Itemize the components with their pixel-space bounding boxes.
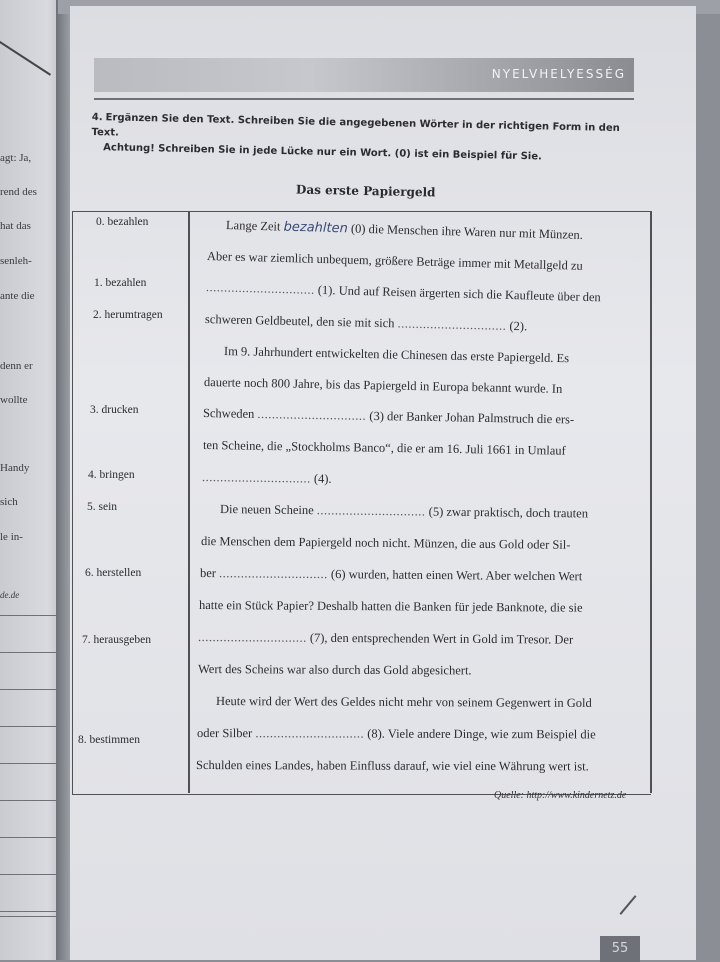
answer-blank[interactable]: .............................. <box>397 316 507 333</box>
left-text-fragment: ante die <box>0 290 35 302</box>
left-text-fragment: Handy <box>0 462 30 474</box>
document-title: Das erste Papiergeld <box>295 182 436 200</box>
page-number: 55 <box>600 936 640 962</box>
verb-prompt: 1. bezahlen <box>94 277 147 289</box>
section-title: NYELVHELYESSÉG <box>491 67 626 81</box>
text-line: die Menschen dem Papiergeld noch nicht. Münzen, die aus Gold oder Sil- <box>200 534 571 552</box>
text-line: hatte ein Stück Papier? Deshalb hatten die Banken für jede Banknote, die sie <box>198 598 583 615</box>
left-text-fragment: rend des <box>0 186 37 198</box>
text-segment: (7), den entsprechenden Wert in Gold im Tresor. Der <box>309 630 574 647</box>
handwritten-answer: bezahlten <box>283 219 349 237</box>
verb-prompt: 6. herstellen <box>85 567 142 579</box>
left-text-fragment: hat das <box>0 220 31 232</box>
task-instruction-line: Achtung! Schreiben Sie in jede Lücke nur ein Wort. (0) ist ein Beispiel für Sie. <box>103 142 542 163</box>
text-line: dauerte noch 800 Jahre, bis das Papiergeld in Europa bekannt wurde. In <box>203 375 563 396</box>
text-line: Schulden eines Landes, haben Einfluss darauf, wie viel eine Währung wert ist. <box>195 758 589 774</box>
text-line <box>202 470 332 487</box>
text-segment: (8). Viele andere Dinge, wie zum Beispiel die <box>367 726 596 742</box>
verb-prompt: 8. bestimmen <box>78 734 140 746</box>
verb-prompt: 5. sein <box>87 501 118 513</box>
text-segment: (6) wurden, hatten einen Wert. Aber welchen Wert <box>330 567 583 584</box>
text-segment: schweren Geldbeutel, den sie mit sich <box>204 312 395 331</box>
answer-blank[interactable]: .............................. <box>205 280 315 297</box>
left-text-fragment: agt: Ja, <box>0 152 32 164</box>
task-instructions <box>91 110 637 166</box>
left-text-fragment: denn er <box>0 360 33 372</box>
table-divider <box>188 211 190 793</box>
text-segment: (3) der Banker Johan Palmstruch die ers- <box>369 408 575 427</box>
text-segment: (4). <box>313 471 332 486</box>
verb-prompt: 4. bringen <box>88 469 135 481</box>
text-segment: oder Silber <box>196 726 253 741</box>
text-segment: Die neuen Scheine <box>219 502 314 518</box>
section-header-bar <box>94 58 634 92</box>
pen-mark <box>620 895 637 915</box>
text-line <box>197 726 596 742</box>
text-segment: (2). <box>509 318 528 334</box>
left-text-fragment: sich <box>0 496 18 508</box>
task-number: 4. <box>91 111 103 124</box>
right-page <box>70 6 696 960</box>
text-line <box>198 630 573 648</box>
left-page-grid <box>0 615 63 917</box>
text-segment: (5) zwar praktisch, doch trauten <box>428 504 589 521</box>
text-segment: ber <box>199 566 217 581</box>
answer-blank[interactable]: .............................. <box>219 566 328 582</box>
left-text-fragment: senleh- <box>0 255 32 267</box>
text-line: ten Scheine, die „Stockholms Banco“, die er am 16. Juli 1661 in Umlauf <box>202 438 566 458</box>
table-right-border <box>650 211 652 793</box>
text-segment: Lange Zeit <box>225 218 281 234</box>
left-text-fragment: le in- <box>0 531 23 543</box>
header-rule <box>94 98 634 100</box>
verb-prompt: 3. drucken <box>90 404 139 416</box>
left-text-fragment: wollte <box>0 394 28 406</box>
answer-blank[interactable]: .............................. <box>316 503 426 519</box>
text-line: Wert des Scheins war also durch das Gold abgesichert. <box>197 662 472 678</box>
source-citation: Quelle: http://www.kindernetz.de <box>494 790 627 801</box>
verb-prompt: 7. herausgeben <box>82 634 151 646</box>
verb-prompt: 2. herumtragen <box>93 309 163 321</box>
answer-blank[interactable]: .............................. <box>257 406 367 423</box>
verb-prompt: 0. bezahlen <box>96 216 149 228</box>
text-line: Aber es war ziemlich unbequem, größere Beträge immer mit Metallgeld zu <box>206 249 583 273</box>
answer-blank[interactable]: .............................. <box>255 726 365 741</box>
text-segment: Schweden <box>202 406 255 421</box>
text-segment: (0) die Menschen ihre Waren nur mit Münzen. <box>350 221 584 242</box>
answer-blank[interactable]: .............................. <box>201 470 311 486</box>
task-instruction-line: Ergänzen Sie den Text. Schreiben Sie die angegebenen Wörter in der richtigen Form in den Text. <box>91 112 620 139</box>
left-text-fragment: de.de <box>0 590 20 600</box>
text-line: Im 9. Jahrhundert entwickelten die Chinesen das erste Papiergeld. Es <box>223 344 570 366</box>
answer-blank[interactable]: .............................. <box>197 630 307 645</box>
text-line: Heute wird der Wert des Geldes nicht mehr von seinem Gegenwert in Gold <box>215 694 592 710</box>
text-segment: (1). Und auf Reisen ärgerten sich die Kaufleute über den <box>317 282 601 305</box>
